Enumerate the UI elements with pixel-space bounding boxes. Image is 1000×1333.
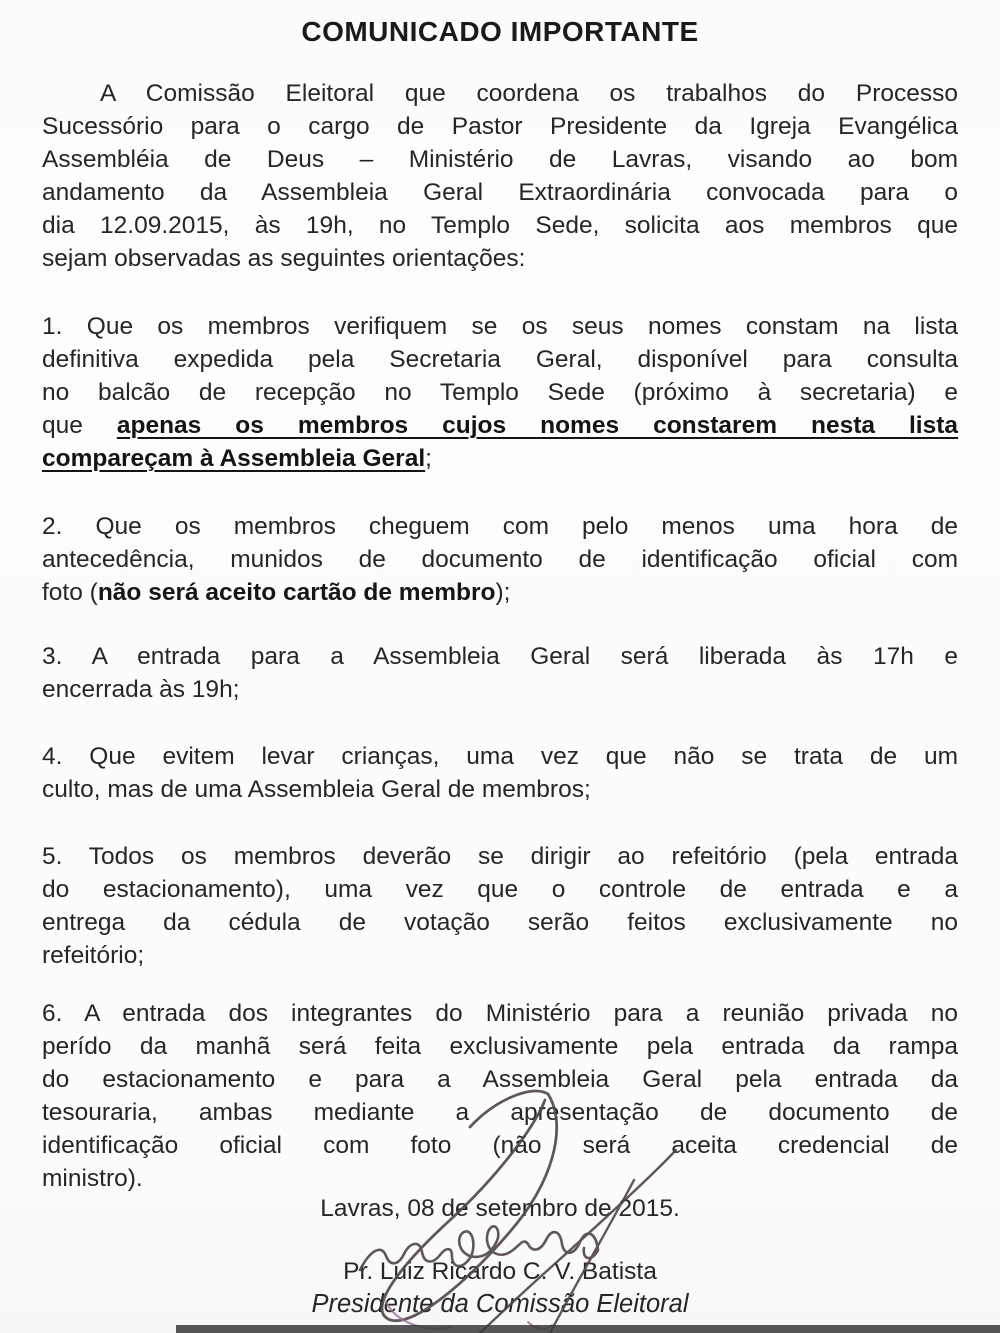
text-line: do estacionamento), uma vez que o controle de entrada e a	[42, 876, 958, 903]
intro-paragraph	[42, 77, 958, 275]
text-line: encerrada às 19h;	[42, 676, 240, 703]
item-6	[42, 997, 958, 1195]
text-line: antecedência, munidos de documento de identificação oficial com	[42, 546, 958, 573]
text-segment: foto (	[42, 579, 98, 606]
text-line: andamento da Assembleia Geral Extraordinária convocada para o	[42, 179, 958, 206]
text-line: Sucessório para o cargo de Pastor Presidente da Igreja Evangélica	[42, 113, 958, 140]
bold-text: não será aceito cartão de membro	[97, 579, 496, 606]
text-line: tesouraria, ambas mediante a apresentação de documento de	[42, 1099, 958, 1126]
scan-artifact-bar	[176, 1325, 1000, 1333]
signatory-name: Pr. Luiz Ricardo C. V. Batista	[343, 1258, 657, 1285]
text-line: A Comissão Eleitoral que coordena os trabalhos do Processo	[100, 80, 958, 107]
text-line: dia 12.09.2015, às 19h, no Templo Sede, solicita aos membros que	[42, 212, 958, 239]
text-line: 4. Que evitem levar crianças, uma vez que não se trata de um	[42, 743, 958, 770]
document-title: COMUNICADO IMPORTANTE	[301, 16, 699, 47]
text-line: do estacionamento e para a Assembleia Geral pela entrada da	[42, 1066, 958, 1093]
item-4	[42, 740, 958, 806]
item-3	[42, 640, 958, 706]
item-5	[42, 840, 958, 972]
text-line: ministro).	[42, 1165, 143, 1192]
emphasized-text: compareçam à Assembleia Geral	[42, 445, 426, 472]
emphasized-text: apenas os membros cujos nomes constarem nesta lista	[116, 412, 958, 439]
text-line: refeitório;	[42, 942, 145, 969]
item-2	[42, 510, 958, 609]
text-line: no balcão de recepção no Templo Sede (próximo à secretaria) e	[42, 379, 958, 406]
signatory-role: Presidente da Comissão Eleitoral	[311, 1290, 689, 1318]
text-line: 2. Que os membros cheguem com pelo menos uma hora de	[42, 513, 958, 540]
text-line: Assembléia de Deus – Ministério de Lavras, visando ao bom	[42, 146, 958, 173]
text-segment: que	[42, 412, 117, 439]
text-line	[42, 409, 958, 442]
text-line: identificação oficial com foto (não será aceita credencial de	[42, 1132, 958, 1159]
text-line: entrega da cédula de votação serão feitos exclusivamente no	[42, 909, 958, 936]
text-segment: ;	[425, 445, 432, 472]
text-line	[42, 576, 958, 609]
text-line: 3. A entrada para a Assembleia Geral será liberada às 17h e	[42, 643, 958, 670]
text-line	[42, 442, 958, 475]
text-segment: );	[495, 579, 511, 606]
text-line: definitiva expedida pela Secretaria Geral, disponível para consulta	[42, 346, 958, 373]
text-line: 5. Todos os membros deverão se dirigir ao refeitório (pela entrada	[42, 843, 958, 870]
text-line: 1. Que os membros verifiquem se os seus nomes constam na lista	[42, 313, 958, 340]
text-line: perído da manhã será feita exclusivamente pela entrada da rampa	[42, 1033, 958, 1060]
text-line: 6. A entrada dos integrantes do Ministério para a reunião privada no	[42, 1000, 958, 1027]
text-line: culto, mas de uma Assembleia Geral de membros;	[42, 776, 591, 803]
text-line: sejam observadas as seguintes orientações:	[42, 245, 526, 272]
item-1	[42, 310, 958, 475]
date-line: Lavras, 08 de setembro de 2015.	[320, 1195, 680, 1222]
